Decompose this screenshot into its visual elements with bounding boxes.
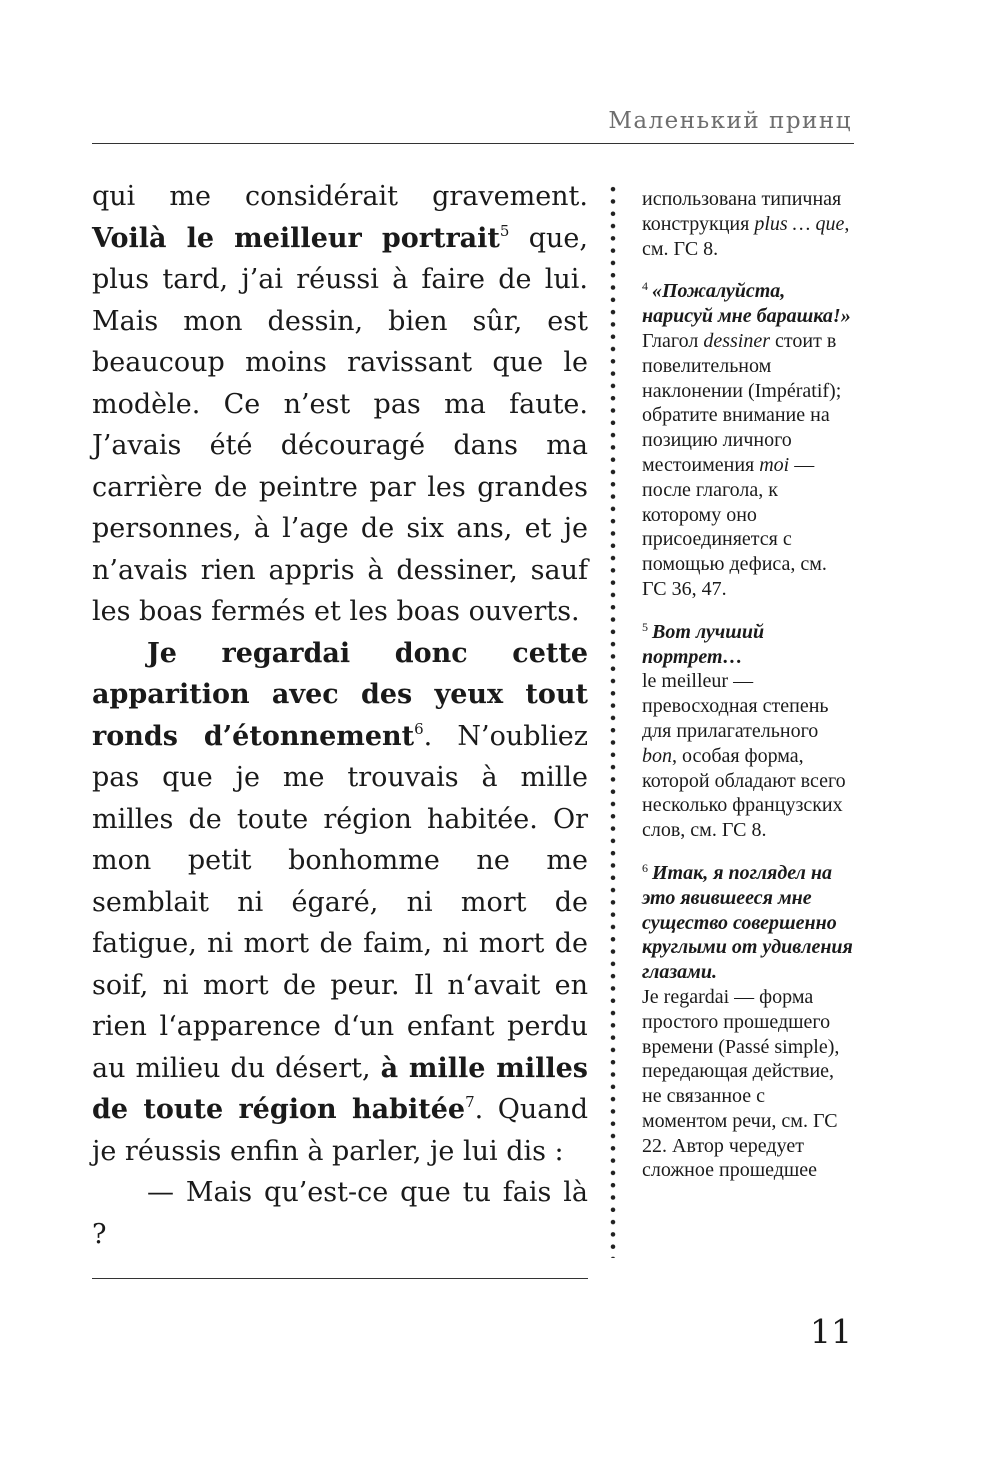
note-translation: Вот лучший портрет… [642,620,765,668]
note-text: Je regardai — форма простого прошедшего времени (Passé simple), передающая действие, не связанное с моментом речи, см. ГС 22. Автор чередует сложное прошедшее [642,985,840,1182]
note-text: стоит в повелительном наклонении (Impératif); обратите внимание на позицию личного местоимения [642,329,842,476]
note-continuation [642,187,854,261]
note-italic: moi [759,453,790,476]
running-title: Маленький принц [608,108,852,134]
note-number: 6 [642,860,648,875]
note-5 [642,620,854,843]
footnote-ref-6: 6 [414,719,424,738]
text-run: qui me considérait gravement. [92,181,588,212]
dotted-separator [610,183,616,1258]
note-text: Глагол [642,329,704,352]
bold-phrase: Voilà le meilleur portrait [92,222,500,254]
bold-phrase: à mille milles de toute région habitée [92,1052,588,1125]
header-rule [92,143,854,144]
text-end-rule [92,1278,588,1279]
note-6 [642,861,854,1183]
footnote-ref-5: 5 [499,221,510,240]
text-run: . Quand je réussis enfin à parler, je lui dis : [92,1094,588,1167]
note-text: — после глагола, к которому оно присоединяется с помощью дефиса, см. ГС 36, 47. [642,453,827,600]
text-run: — Mais qu’est-ce que tu fais là ? [92,1177,588,1250]
text-run: . N’oubliez pas que je me trouvais à mille milles de toute région habitée. Or mon petit bonhomme ne me semblait ni égaré, ni mort de fatigue, ni mort de faim, ni mort de soif, ni mort de peur. Il n‘avait en rien l‘apparence d‘un enfant perdu au milieu du désert, [92,720,588,1084]
note-italic: plus … que [754,212,845,235]
note-4 [642,279,854,601]
note-text: le meilleur — превосходная степень для прилагательного [642,670,829,742]
note-number: 5 [642,619,648,634]
bold-phrase: Je regardai donc cette apparition avec des yeux tout ronds d’étonnement [92,637,588,752]
note-translation: Итак, я поглядел на это явившееся мне существо совершенно круглыми от удивления глазами. [642,861,853,984]
notes-column [642,187,854,1183]
page-number: 11 [810,1312,852,1351]
note-italic: bon [642,744,672,767]
note-text: , см. ГС 8. [642,212,850,260]
paragraph-2 [92,633,588,1173]
note-italic: dessiner [703,329,771,352]
note-text: использована типичная конструкция [642,188,842,235]
note-number: 4 [642,279,648,294]
main-text-column [92,176,588,1255]
note-translation: «Пожалуйста, нарисуй мне барашка!» [642,280,851,328]
text-run: que, plus tard, j’ai réussi à faire de lui. Mais mon dessin, bien sûr, est beaucoup moins ravissant que le modèle. Ce n’est pas ma faute. J’avais été découragé dans ma carrière de peintre par les grandes personnes, à l’age de six ans, et je n’avais rien appris à dessiner, sauf les boas fermés et les boas ouverts. [92,222,588,627]
footnote-ref-7: 7 [465,1093,475,1111]
note-text: , особая форма, которой обладают всего несколько французских слов, см. ГС 8. [642,744,846,842]
paragraph-3 [92,1172,588,1255]
paragraph-1 [92,176,588,633]
